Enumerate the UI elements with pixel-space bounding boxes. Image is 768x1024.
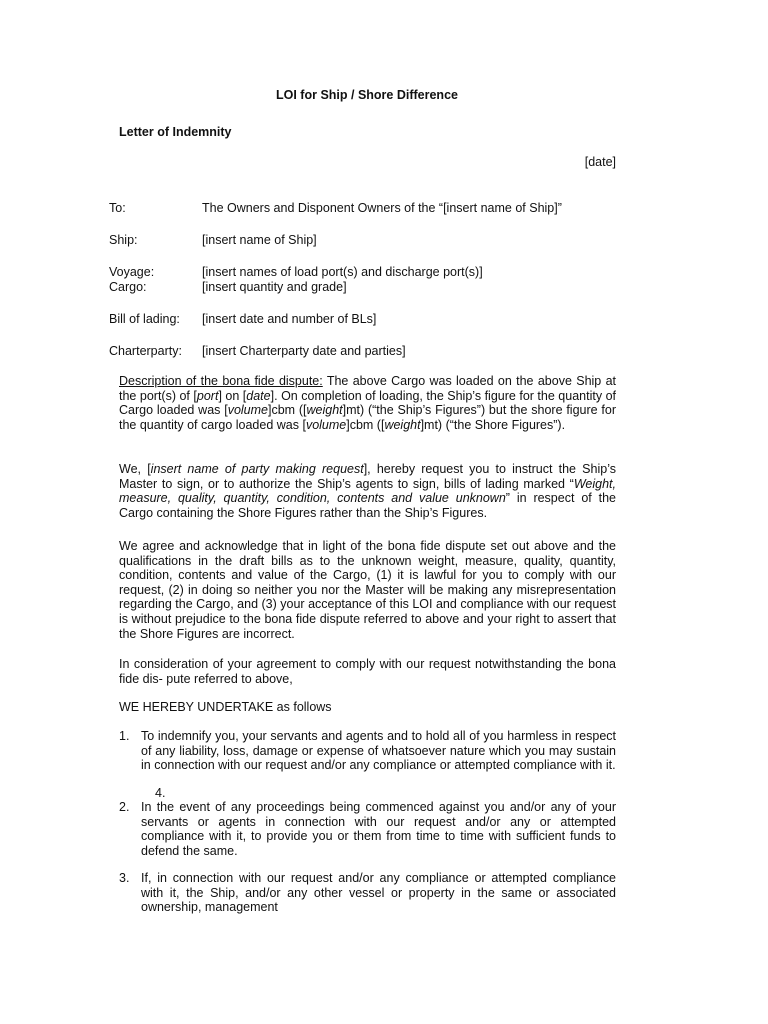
item-number: 3. — [119, 871, 130, 885]
italic-run: volume — [227, 403, 268, 418]
field-cargo — [109, 280, 347, 295]
field-value: [insert quantity and grade] — [202, 280, 347, 294]
field-value: [insert name of Ship] — [202, 233, 317, 247]
italic-run: date — [246, 388, 271, 403]
field-label: To: — [109, 201, 126, 215]
item-text: If, in connection with our request and/or any compliance or attempted compliance with it, the Ship, and/or any other vessel or property in the same or associated ownership, management — [141, 871, 616, 915]
item-text: In the event of any proceedings being commenced against you and/or any of your servants or agents in connection with our request and/or any or attempted compliance with it, to provide you or them from time to time with sufficient funds to defend the same. — [141, 800, 616, 858]
text-run: ]. On completion of loading, the Ship’s figure for the quantity of Cargo loaded was [ — [119, 388, 616, 418]
date-placeholder: [date] — [584, 155, 616, 169]
item-text: To indemnify you, your servants and agents and to hold all of you harmless in respect of any liability, loss, damage or expense of whatsoever nature which you may sustain in connection with our request and/or any compliance or attempted compliance with it. — [141, 729, 616, 773]
italic-run: port — [196, 388, 219, 403]
document-title: LOI for Ship / Shore Difference — [276, 88, 458, 102]
text-run: ]cbm ([ — [267, 403, 307, 418]
document-subtitle: Letter of Indemnity — [119, 125, 232, 139]
field-value: [insert names of load port(s) and discharge port(s)] — [202, 265, 483, 279]
dispute-heading: Description of the bona fide dispute: — [119, 374, 323, 388]
item-number: 2. — [119, 800, 130, 814]
italic-run: weight — [306, 403, 343, 418]
undertaking-item-1 — [119, 729, 616, 773]
text-run: The above Cargo was loaded on the above Ship at the port(s) of [ — [119, 374, 616, 403]
field-voyage — [109, 265, 483, 280]
field-value: [insert date and number of BLs] — [202, 312, 377, 326]
field-ship — [109, 233, 317, 248]
italic-run: Weight, measure, quality, quantity, condition, contents and value unknown — [119, 476, 616, 506]
text-run: ]mt) (“the Ship’s Figures”) but the shore figure for the quantity of cargo loaded was [ — [119, 403, 616, 432]
field-label: Ship: — [109, 233, 138, 247]
paragraph-request — [119, 462, 616, 520]
text-run: ]mt) (“the Shore Figures”). — [420, 417, 566, 432]
text-run: ]cbm ([ — [346, 417, 385, 432]
undertaking-item-2 — [119, 800, 616, 858]
field-bill-of-lading — [109, 312, 376, 327]
field-charterparty — [109, 344, 406, 359]
item-number: 1. — [119, 729, 130, 743]
undertake-text: WE HEREBY UNDERTAKE as follows — [119, 700, 332, 714]
item-number: 4. — [155, 786, 166, 800]
consideration-text: In consideration of your agreement to comply with our request notwithstanding the bona fide dis- pute referred to above, — [119, 657, 616, 686]
italic-run: volume — [305, 417, 347, 432]
undertaking-item-3 — [119, 871, 616, 915]
italic-run: insert name of party making request — [150, 462, 364, 476]
field-to — [109, 201, 562, 216]
text-run: ] on [ — [218, 388, 247, 403]
acknowledge-text: We agree and acknowledge that in light of the bona fide dispute set out above and the qualifications in the draft bills as to the unknown weight, measure, quality, quantity, condition, contents and value of the Cargo, (1) it is lawful for you to comply with our request, (2) in doing so neither you nor the Master will be making any misrepresentation regarding the Cargo, and (3) your acceptance of this LOI and compliance with our request is without prejudice to the bona fide dispute referred to above and your right to assert that the Shore Figures are incorrect. — [119, 539, 616, 641]
text-run: ” in respect of the Cargo containing the Shore Figures rather than the Ship’s Figures. — [119, 491, 616, 520]
field-label: Voyage: — [109, 265, 155, 279]
paragraph-acknowledge — [119, 539, 616, 641]
field-value: [insert Charterparty date and parties] — [202, 344, 406, 358]
field-value: The Owners and Disponent Owners of the “[insert name of Ship]” — [202, 201, 562, 215]
field-label: Charterparty: — [109, 344, 182, 358]
field-label: Cargo: — [109, 280, 147, 294]
text-run: ], hereby request you to instruct the Ship’s Master to sign, or to authorize the Ship’s agents to sign, bills of lading marked “ — [119, 462, 617, 491]
text-run: We, [ — [119, 462, 151, 476]
stray-number — [119, 786, 616, 801]
paragraph-consideration — [119, 657, 616, 686]
paragraph-dispute — [119, 374, 616, 432]
field-label: Bill of lading: — [109, 312, 180, 326]
paragraph-undertake — [119, 700, 616, 715]
italic-run: weight — [384, 417, 421, 432]
